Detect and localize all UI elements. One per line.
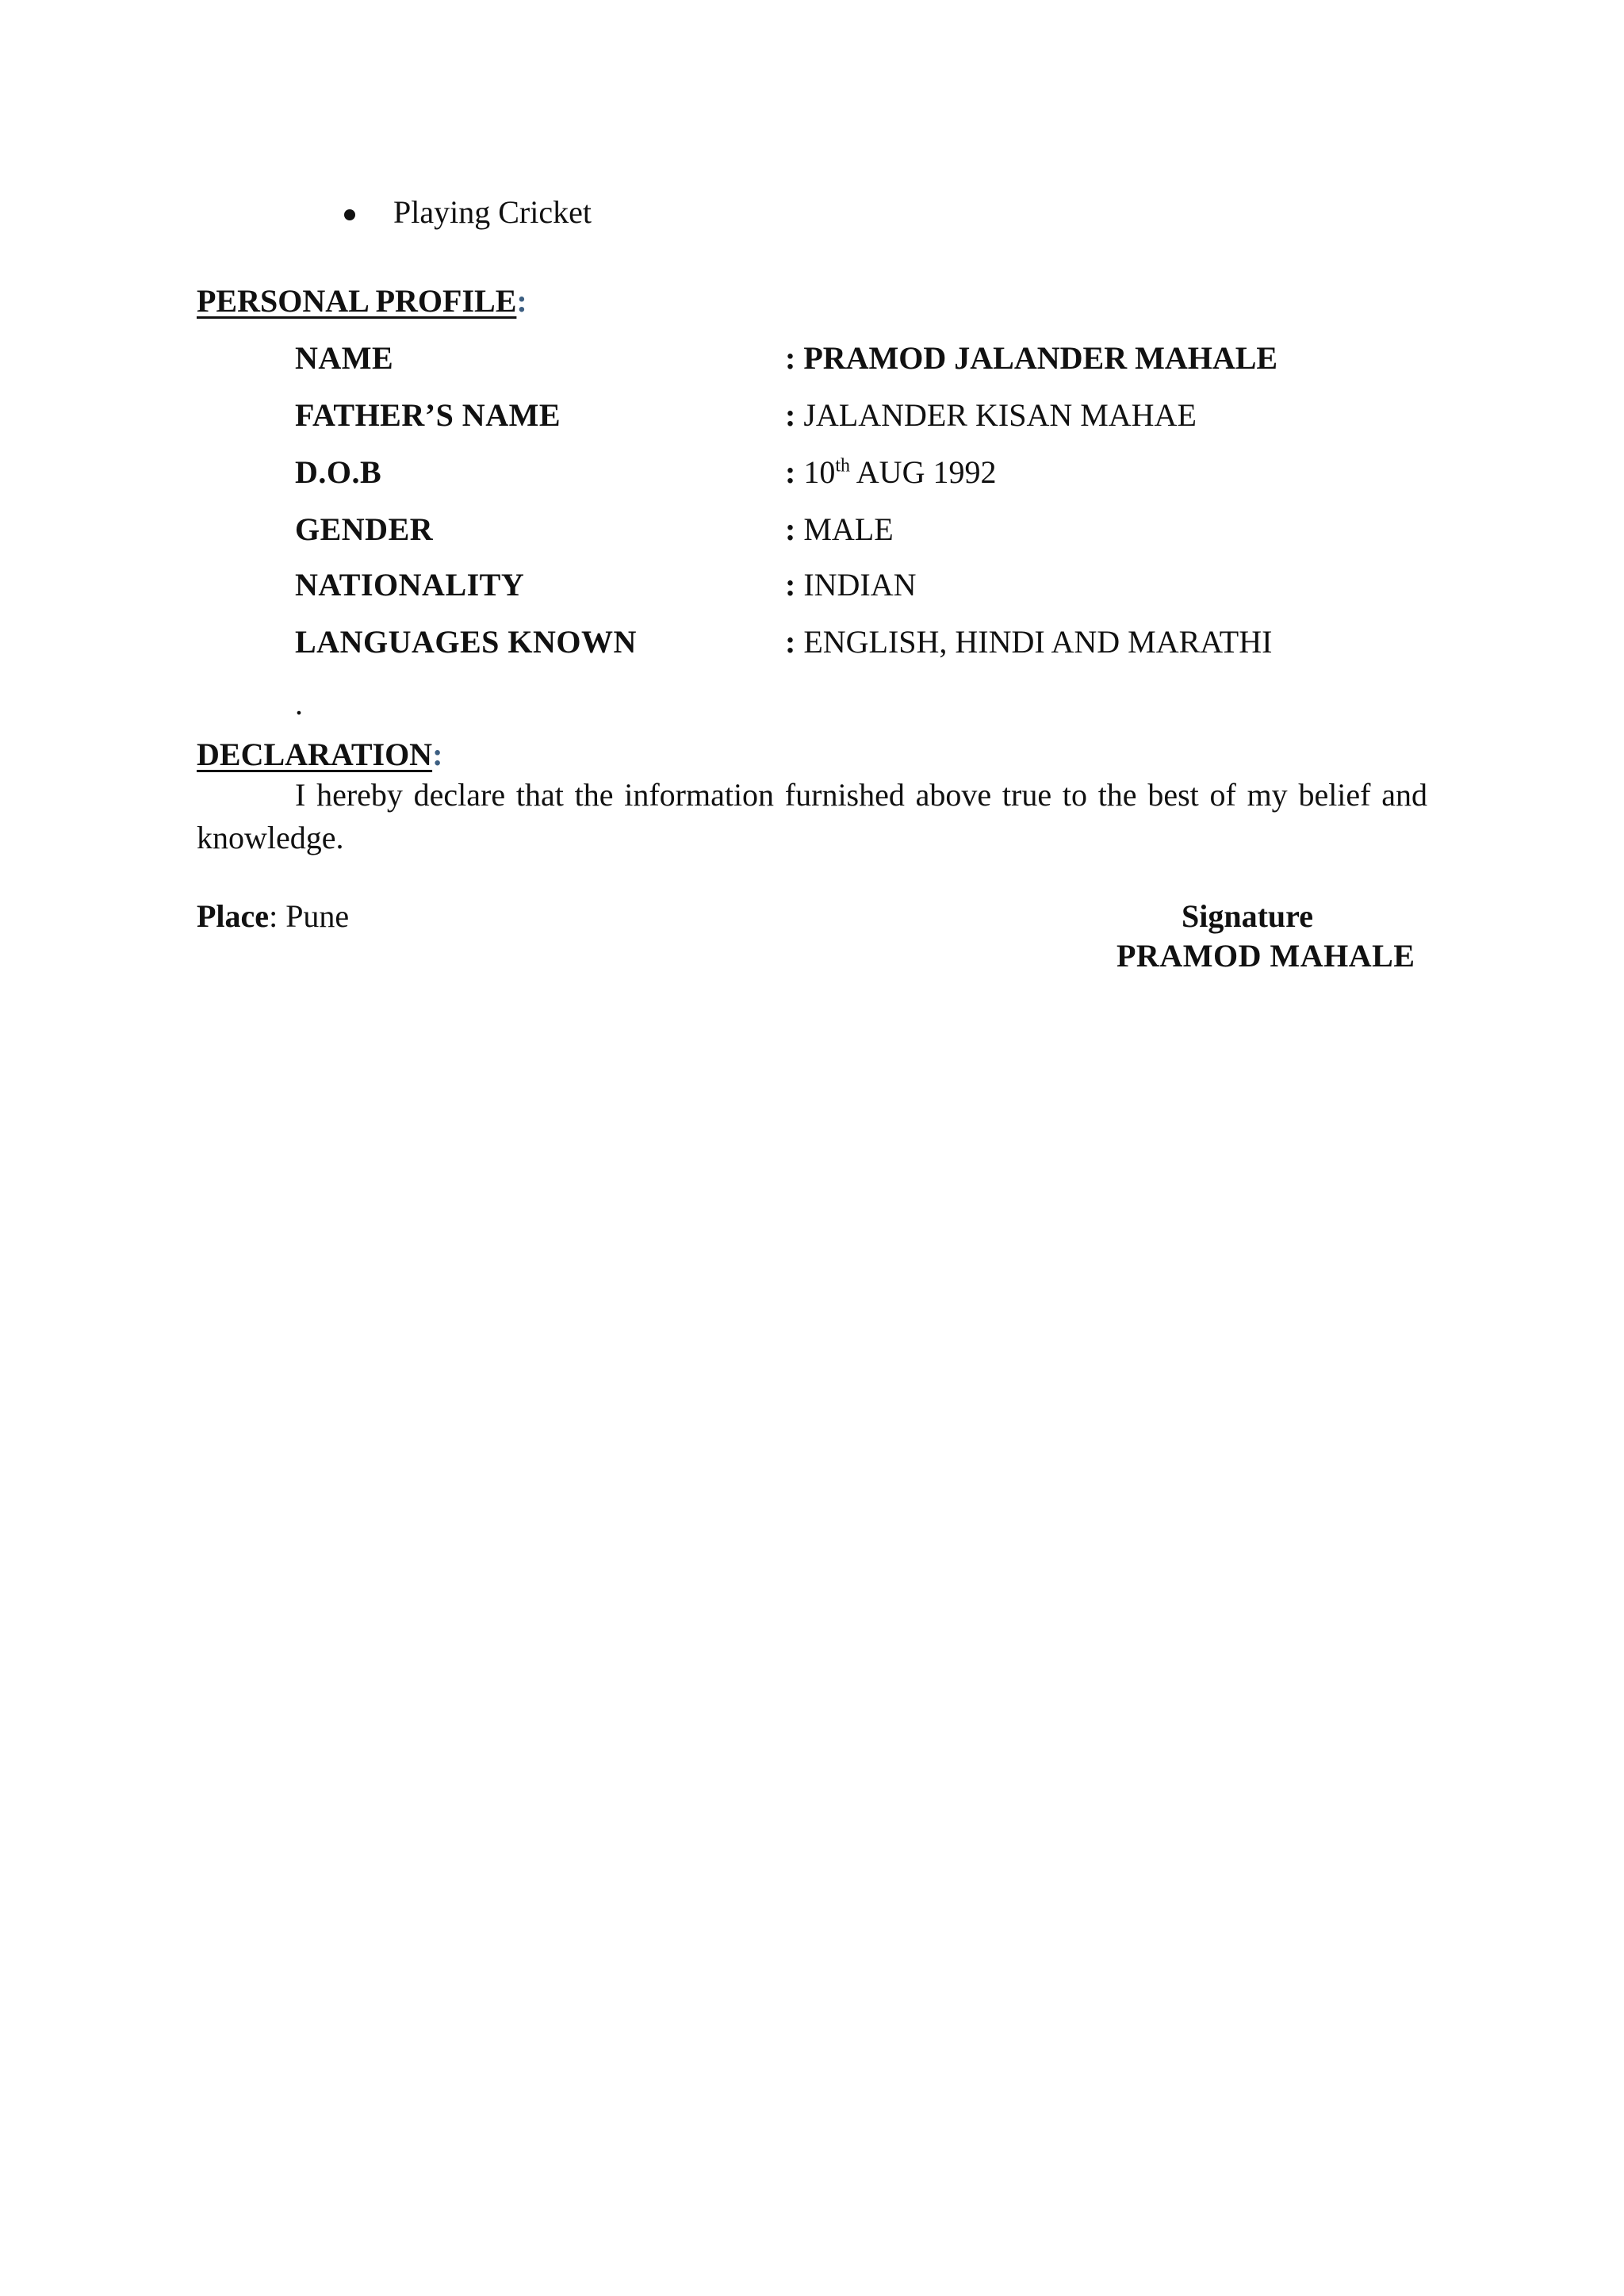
profile-value-fathers-name-text: JALANDER KISAN MAHAE	[803, 397, 1197, 433]
profile-value-name	[785, 339, 1277, 377]
profile-value-dob-suffix: th	[835, 455, 850, 476]
profile-separator: :	[785, 454, 796, 490]
profile-value-dob-day: 10	[803, 454, 836, 490]
profile-separator: :	[785, 397, 796, 433]
profile-value-languages-text: ENGLISH, HINDI AND MARATHI	[803, 624, 1273, 660]
declaration-heading-text: DECLARATION	[197, 737, 433, 772]
profile-value-name-text: PRAMOD JALANDER MAHALE	[803, 340, 1278, 376]
profile-value-nationality	[785, 566, 917, 603]
signature-label: Signature	[1182, 898, 1313, 934]
place-line	[197, 897, 349, 935]
profile-value-gender-text: MALE	[803, 511, 894, 547]
place-label: Place	[197, 898, 270, 934]
personal-profile-heading-text: PERSONAL PROFILE	[197, 283, 517, 319]
profile-value-nationality-text: INDIAN	[803, 567, 917, 603]
place-separator: :	[269, 898, 278, 934]
declaration-heading	[197, 736, 442, 773]
personal-profile-heading	[197, 282, 527, 320]
trailing-dot: .	[295, 686, 303, 721]
profile-value-dob	[785, 453, 996, 491]
profile-value-gender	[785, 511, 894, 548]
profile-label-name: NAME	[295, 340, 394, 376]
bullet-icon	[344, 209, 355, 220]
profile-separator: :	[785, 624, 796, 660]
profile-label-dob: D.O.B	[295, 454, 382, 490]
personal-profile-heading-colon: :	[516, 283, 527, 319]
profile-value-fathers-name	[785, 396, 1197, 434]
profile-label-fathers-name: FATHER’S NAME	[295, 397, 561, 433]
signature-name: PRAMOD MAHALE	[1116, 938, 1415, 974]
profile-label-languages: LANGUAGES KNOWN	[295, 624, 637, 660]
profile-value-dob-rest: AUG 1992	[850, 454, 997, 490]
place-value: Pune	[285, 898, 350, 934]
declaration-heading-colon: :	[432, 737, 443, 772]
profile-separator: :	[785, 340, 796, 376]
profile-separator: :	[785, 567, 796, 603]
profile-separator: :	[785, 511, 796, 547]
declaration-text: I hereby declare that the information furnished above true to the best of my belief and knowledge.	[197, 777, 1427, 855]
profile-label-gender: GENDER	[295, 511, 434, 547]
hobby-item: Playing Cricket	[393, 194, 592, 230]
profile-label-nationality: NATIONALITY	[295, 567, 525, 603]
profile-value-languages	[785, 623, 1272, 660]
